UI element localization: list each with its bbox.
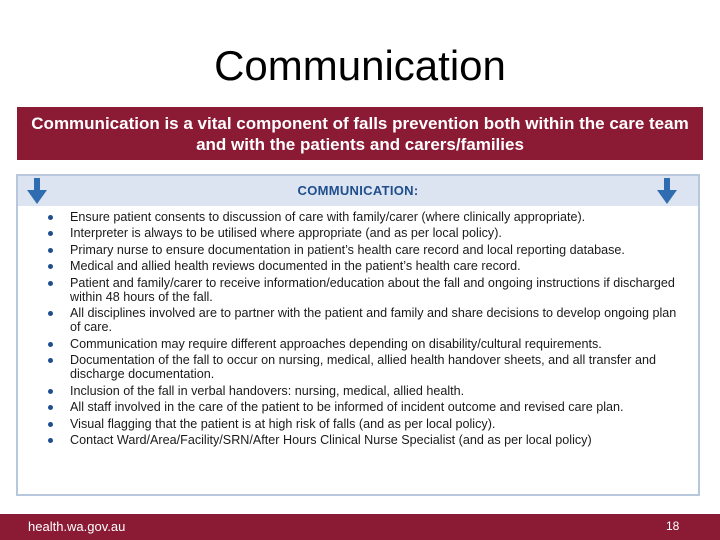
bullet-icon (48, 231, 53, 236)
intro-banner (17, 107, 703, 160)
arrow-down-icon (656, 178, 678, 204)
list-item-text: Communication may require different approaches depending on disability/cultural requirements. (70, 336, 602, 351)
bullet-icon (48, 215, 53, 220)
list-item-text: Medical and allied health reviews documented in the patient’s health care record. (70, 259, 521, 274)
list-item (18, 259, 698, 273)
bullet-icon (48, 405, 53, 410)
panel-header (18, 176, 698, 206)
list-item (18, 243, 698, 257)
banner-text: Communication is a vital component of falls prevention both within the care team and with the patients and carers/families (31, 113, 689, 154)
list-item (18, 433, 698, 447)
bullet-icon (48, 264, 53, 269)
bullet-icon (48, 389, 53, 394)
bullet-icon (48, 248, 53, 253)
list-item-text: Documentation of the fall to occur on nursing, medical, allied health handover sheets, and all transfer and discharge documentation. (70, 353, 656, 382)
list-item-text: Contact Ward/Area/Facility/SRN/After Hours Clinical Nurse Specialist (and as per local policy) (70, 432, 592, 447)
list-item (18, 384, 698, 398)
list-item (18, 306, 698, 334)
bullet-icon (48, 438, 53, 443)
communication-panel (16, 174, 700, 496)
list-item (18, 210, 698, 224)
list-item (18, 400, 698, 414)
communication-list (18, 210, 698, 449)
list-item-text: All disciplines involved are to partner with the patient and family and share decisions to develop ongoing plan of care. (70, 306, 677, 335)
bullet-icon (48, 311, 53, 316)
page-number: 18 (666, 519, 680, 533)
list-item-text: Patient and family/carer to receive information/education about the fall and ongoing instructions if discharged within 48 hours of the fall. (70, 275, 675, 304)
bullet-icon (48, 281, 53, 286)
list-item (18, 226, 698, 240)
list-item (18, 417, 698, 431)
list-item (18, 337, 698, 351)
list-item-text: Ensure patient consents to discussion of care with family/carer (where clinically appropriate). (70, 210, 586, 224)
list-item-text: Interpreter is always to be utilised where appropriate (and as per local policy). (70, 226, 502, 241)
list-item-text: All staff involved in the care of the patient to be informed of incident outcome and revised care plan. (70, 400, 624, 415)
bullet-icon (48, 342, 53, 347)
list-item (18, 276, 698, 304)
footer-bar (0, 514, 720, 540)
list-item-text: Visual flagging that the patient is at high risk of falls (and as per local policy). (70, 416, 496, 431)
list-item (18, 353, 698, 381)
bullet-icon (48, 358, 53, 363)
list-item-text: Primary nurse to ensure documentation in patient’s health care record and local reporting database. (70, 242, 625, 257)
footer-url: health.wa.gov.au (28, 519, 126, 534)
panel-title: COMMUNICATION: (297, 183, 419, 198)
bullet-icon (48, 422, 53, 427)
list-item-text: Inclusion of the fall in verbal handovers: nursing, medical, allied health. (70, 383, 465, 398)
slide-title: Communication (214, 42, 506, 89)
